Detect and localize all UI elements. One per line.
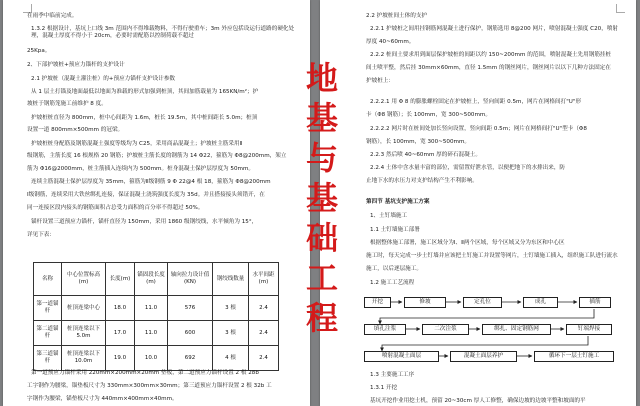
text-line: Ⅰ级钢筋，连续采用大铁丝绑扎连接，保证混凝土浇筑强度长度为 35d。并且搭接接头须错开，在 — [27, 192, 265, 198]
flow-step-trim-slope: 修坡 — [404, 297, 446, 308]
right-page — [320, 0, 636, 406]
flow-step-weld-end: 钉端焊接 — [566, 324, 612, 335]
flowchart-connectors — [320, 0, 636, 406]
text-line: 详见下表： — [27, 232, 55, 238]
anchor-parameter-table — [33, 262, 279, 371]
table-cell: 第一道锚杆 — [34, 296, 62, 321]
flow-step-excavate: 开挖 — [364, 297, 391, 308]
flow-step-cure-concrete: 混凝土面层养护 — [450, 351, 517, 362]
table-cell: 11.0 — [135, 296, 168, 321]
table-cell: 11.0 — [135, 321, 168, 346]
text-line: 设置一道 800mm×500mm 的冠梁。 — [27, 127, 124, 133]
text-line: 级钢筋，主筋长度 16 根规格 20 钢筋；护坡桩主筋长度的钢筋为 14 Φ22，箍筋为 Φ8@200mm，架立 — [27, 153, 287, 159]
title-char: 地 — [305, 59, 338, 97]
flow-step-fill-grout: 填孔注浆 — [364, 324, 406, 335]
table-cell: 桩顶连梁中心 — [62, 296, 106, 321]
text-line: 从 1 层土打锚及地面最低以地面为准载的形式加强到桩顶，其间加筋载量为 165KN/m²；护 — [31, 89, 259, 95]
title-char: 程 — [305, 299, 338, 337]
text-line: 护坡桩桩直径为 800mm，桩中心间距为 1.6m，桩长 19.5m，其中桩间距长 5.0m；桩顶 — [31, 115, 258, 121]
subsection-heading: 1.2 施工工艺流程 — [370, 280, 415, 286]
table-cell: 2.4 — [249, 321, 279, 346]
text-line: 根据整体施工部署，施工区域分为Ⅰ、Ⅱ两个区域，每个区域又分为东区和中心区 — [370, 240, 565, 246]
flow-step-drill-hole: 成孔 — [523, 297, 558, 308]
subsection-heading: 1.3 主要施工工序 — [370, 372, 415, 378]
title-char: 基 — [305, 179, 338, 217]
text-line: 基坑开挖作业用挖土机，预留 20~30cm 厚人工修整，确保边坡的边坡平整和坡面的平 — [370, 398, 586, 404]
section-heading: 第四节 基坑支护施工方案 — [366, 199, 430, 205]
table-cell: 2.4 — [249, 346, 279, 371]
table-cell: 3 根 — [213, 321, 249, 346]
section-heading: 2、下部护坡桩+预应力锚杆的支护设计 — [27, 62, 125, 68]
text-line: 1.3.2 根据设计，基坑上口线 3m 范围内不得堆载物料，不得行驶重车；3m 外应包括设运行道路的硬化处理，混凝土厚度不得小于 20cm，必要时需配筋以控制荷载不超过 — [31, 26, 295, 39]
table-cell: 2.4 — [249, 296, 279, 321]
text-line: 钢筋），长 100mm，宽 300~500mm。 — [366, 139, 471, 145]
table-cell: 692 — [168, 346, 213, 371]
text-line: 护坡桩上： — [366, 78, 394, 84]
table-header-cell: 轴向拉力设计值(KN) — [168, 263, 213, 296]
table-cell: 10.0 — [135, 346, 168, 371]
flow-step-tie-mesh: 绑扎、固定钢筋网 — [482, 324, 551, 335]
title-char: 与 — [305, 139, 338, 177]
subsection-heading: 1.3.1 开挖 — [370, 385, 398, 391]
table-cell: 19.0 — [106, 346, 135, 371]
table-cell: 3 根 — [213, 296, 249, 321]
page-corner-mark — [23, 4, 32, 13]
table-cell: 17.0 — [106, 321, 135, 346]
subsection-heading: 1.1 土钉墙施工部署 — [370, 227, 420, 233]
table-cell: 600 — [168, 321, 213, 346]
text-line: 在雨季中临前完成。 — [27, 13, 78, 19]
table-row — [34, 346, 279, 371]
subsection-heading: 2.2 护坡桩间土体的支护 — [366, 13, 428, 19]
text-line: 厚度 40~60mm。 — [366, 39, 415, 45]
table-header-cell: 水平间距(m) — [249, 263, 279, 296]
table-cell: 桩顶连梁以下 5.0m — [62, 321, 106, 346]
table-header-cell: 名称 — [34, 263, 62, 296]
text-line: 同一连接区段内接头的钢筋面积占总受力面积的百分率不得超过 50%。 — [27, 205, 204, 211]
text-line: 锚杆设置三道预应力锚杆，锚杆直径为 150mm，采用 1860 级钢绞线，水平倾角为 15°， — [31, 219, 258, 225]
flow-step-locate-hole: 定孔位 — [463, 297, 502, 308]
page-title — [305, 58, 339, 338]
left-page — [3, 0, 310, 406]
text-line: 施工时，每天完成一步土钉墙并应该把土钉施工并设置等网片，土钉墙施工插入，组织施工队进行流水 — [366, 253, 618, 259]
text-line: 2.2.3 然后喷 40~60mm 厚的碎石混凝土。 — [370, 152, 481, 158]
text-line: 25Kpa。 — [27, 48, 51, 54]
table-row — [34, 296, 279, 321]
text-line: 坡桩于钢筋笼施工前维护 8 度。 — [27, 101, 107, 107]
table-row — [34, 321, 279, 346]
text-line: 施工，以后逐层施工。 — [366, 266, 422, 272]
text-line: 连续主筋混凝土保护层厚度为 35mm，箍筋为Ⅱ级钢筋 9 Φ 22@4 根 18，箍筋为 Φ8@200mm — [31, 179, 271, 185]
text-line: 第一道预应力锚杆采用 220mm×200mm×20mm 垫板，第二道预应力锚杆设置 2 根 28b — [31, 370, 259, 376]
subsection-heading: 1、土钉墙施工 — [370, 213, 408, 219]
table-header-cell: 中心位置标高(m) — [62, 263, 106, 296]
title-char: 基 — [305, 99, 338, 137]
flow-step-spray-concrete: 喷射混凝土面层 — [364, 351, 439, 362]
text-line: 2.2.4 土体中含水量丰富的部位，需留置好泄水管，以便把地下的水排出来，防 — [370, 165, 566, 171]
text-line: 2.2.1 护坡桩之间用挂钢筋网混凝土进行保护，钢筋选用 8@200 网片，喷射混凝土强度 C20，喷射 — [370, 26, 618, 32]
text-line: 2.2.2.2 网片时在桩间处加长竖向设置，竖向间距 0.5m；网片在网格间打"U"型卡（Φ8 — [370, 126, 587, 132]
flow-step-insert-bar: 插筋 — [579, 297, 611, 308]
text-line: 护坡桩桩身配筋及钢筋混凝土强度等级均为 C25，采用商品混凝土；护坡桩主筋采用Ⅱ — [31, 141, 243, 147]
flow-step-second-grout: 二次注浆 — [422, 324, 469, 335]
text-line: 筋为 Φ16@2000mm，桩主筋插入连续内为 500mm。桩身混凝土保护层厚度为 50mm。 — [27, 166, 255, 172]
table-header-row — [34, 263, 279, 296]
text-line: 2.2.2 桩间土要求用到面层保护坡桩的间距以约 150~200mm 的范围，喷射混凝土先用钢筋挂桩 — [370, 52, 612, 58]
table-cell: 桩顶连梁以下 10.0m — [62, 346, 106, 371]
text-line: 工字钢作为腰梁，锚垫板尺寸为 330mm×300mm×30mm；第三道预应力锚杆设置 2 根 32b 工 — [27, 383, 272, 389]
flow-step-next-layer: 循环下一层土钉施工 — [534, 351, 614, 362]
text-line: 间土喷平整，然后挂 30mm×60mm，直径 1.5mm 的钢丝网片，钢丝网片以以下几种方法固定在 — [366, 65, 611, 71]
table-cell: 第三道锚杆 — [34, 346, 62, 371]
table-cell: 第二道锚杆 — [34, 321, 62, 346]
text-line: 字钢作为腰梁，锚垫板尺寸为 440mm×400mm×40mm。 — [27, 396, 178, 402]
table-cell: 576 — [168, 296, 213, 321]
text-line: 卡（Φ8 钢筋）；长 100mm，宽 300~500mm。 — [366, 112, 491, 118]
title-char: 础 — [305, 219, 338, 257]
subsection-heading: 2.1 护坡桩（混凝土灌注桩）的+预应力锚杆支护设计参数 — [31, 76, 176, 82]
table-header-cell: 锚固段长度(m) — [135, 263, 168, 296]
table-cell: 4 根 — [213, 346, 249, 371]
title-char: 工 — [305, 259, 338, 297]
table-header-cell: 钢绞线数量 — [213, 263, 249, 296]
text-line: 2.2.2.1 用 Φ 8 的膨胀螺栓固定在护坡桩上，竖向间距 0.5m，网片在网格间打"U"形 — [370, 99, 582, 105]
table-cell: 18.0 — [106, 296, 135, 321]
table-header-cell: 长度(m) — [106, 263, 135, 296]
text-line: 止地下水的水压力对支护结构产生不利影响。 — [366, 178, 478, 184]
